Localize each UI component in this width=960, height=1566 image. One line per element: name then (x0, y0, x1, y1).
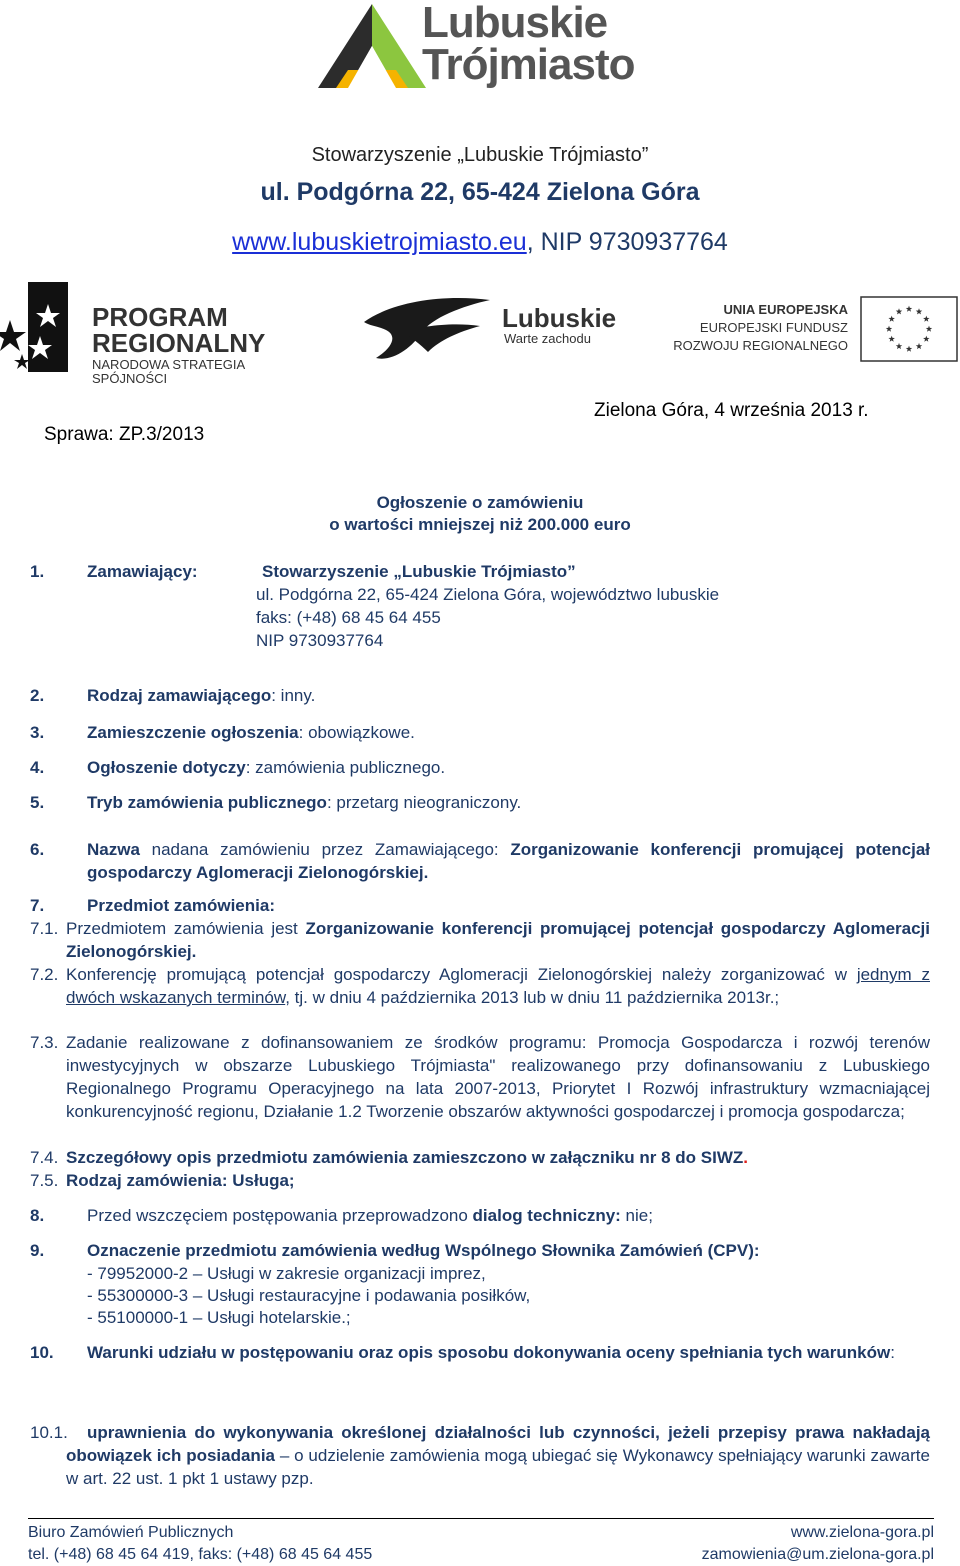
s6-label: Nazwa (87, 840, 140, 859)
place-date: Zielona Góra, 4 września 2013 r. (594, 400, 869, 421)
s10-label-text: Warunki udziału w postępowaniu oraz opis sposobu dokonywania oceny spełniania tych warunków (87, 1343, 891, 1362)
s8-bold: dialog techniczny: (472, 1206, 621, 1225)
footer-office: Biuro Zamówień Publicznych (28, 1524, 234, 1541)
lubuskie-trojmiasto-logo (312, 0, 642, 95)
s7-1-number: 7.1. (30, 919, 59, 938)
program-line3: NARODOWA STRATEGIA SPÓJNOŚCI (92, 357, 245, 386)
s3-line (87, 721, 415, 744)
s7-number: 7. (30, 896, 45, 915)
s6-mid: nadana zamówieniu przez Zamawiającego: (139, 840, 511, 859)
logo-text-line2: Trójmiasto (422, 40, 635, 89)
eu-line1: UNIA EUROPEJSKA (723, 302, 848, 317)
header-web-line (0, 228, 960, 257)
header-nip: NIP 9730937764 (540, 228, 728, 256)
s7-3-number: 7.3. (30, 1033, 59, 1052)
s7-2-number: 7.2. (30, 965, 59, 984)
s8-number: 8. (30, 1206, 45, 1225)
s7-2-text (66, 963, 930, 1009)
triangle-logo-icon (312, 0, 432, 92)
s2-number: 2. (30, 686, 45, 705)
s7-5-number: 7.5. (30, 1171, 59, 1190)
cpv-item: - 55100000-1 – Usługi hotelarskie.; (87, 1308, 351, 1327)
bird-shape-icon (362, 292, 492, 364)
s10-label (87, 1341, 930, 1364)
s3-value: : obowiązkowe. (298, 723, 415, 742)
header-company: Stowarzyszenie „Lubuskie Trójmiasto” (311, 144, 649, 166)
s10-1-number: 10.1. (30, 1423, 68, 1442)
s8-pre: Przed wszczęciem postępowania przeprowadzono (87, 1206, 473, 1225)
s10-1-rest: – o udzielenie zamówienia mogą ubiegać się Wykonawcy spełniający warunki zawarte w art. 22 ust. 1 pkt 1 ustawy pzp. (66, 1446, 930, 1488)
s7-1-text (66, 917, 930, 963)
header-address: ul. Podgórna 22, 65-424 Zielona Góra (260, 178, 700, 206)
lubuskie-text: Lubuskie (502, 303, 617, 333)
s1-name: Stowarzyszenie „Lubuskie Trójmiasto” (262, 562, 576, 581)
s10-number: 10. (30, 1343, 54, 1362)
footer-divider (28, 1518, 934, 1519)
program-line2: REGIONALNY (92, 328, 266, 358)
s1-number: 1. (30, 562, 45, 581)
s7-4-number: 7.4. (30, 1148, 59, 1167)
s10-colon: : (890, 1343, 895, 1362)
s7-4-text: Szczegółowy opis przedmiotu zamówienia zamieszczono w załączniku nr 8 do SIWZ (66, 1148, 744, 1167)
s10-1-text (66, 1421, 930, 1490)
s9-number: 9. (30, 1241, 45, 1260)
s7-2-post: , tj. w dniu 4 października 2013 lub w dniu 11 października 2013r.; (285, 988, 780, 1007)
program-line1: PROGRAM (92, 302, 228, 332)
header-sep: , (526, 228, 541, 256)
s3-label: Zamieszczenie ogłoszenia (87, 723, 299, 742)
s1-address: ul. Podgórna 22, 65-424 Zielona Góra, województwo lubuskie (256, 585, 720, 604)
s1-nip: NIP 9730937764 (256, 631, 384, 650)
s6-value: Zorganizowanie konferencji promującej potencjał gospodarczy Aglomeracji Zielonogórskiej. (87, 840, 930, 882)
s7-5-text: Rodzaj zamówienia: Usługa; (66, 1171, 295, 1190)
s7-4-line (66, 1146, 748, 1169)
logo-text-line1: Lubuskie (422, 0, 608, 47)
s1-fax: faks: (+48) 68 45 64 455 (256, 608, 441, 627)
s2-line (87, 684, 315, 707)
s8-line (87, 1204, 653, 1227)
s5-value: : przetarg nieograniczony. (326, 793, 522, 812)
cpv-item: - 79952000-2 – Usługi w zakresie organizacji imprez, (87, 1264, 486, 1283)
program-regionalny-logo (0, 280, 320, 386)
s10-1-bold: uprawnienia do wykonywania określonej działalności lub czynności, jeżeli przepisy prawa nakładają obowiązek ich posiadania (66, 1423, 930, 1465)
footer-email[interactable]: zamowienia@um.zielona-gora.pl (701, 1546, 934, 1563)
s7-2-underline: jednym z dwóch wskazanych terminów (66, 965, 930, 1007)
notice-subtitle: o wartości mniejszej niż 200.000 euro (329, 515, 631, 534)
footer-phone: tel. (+48) 68 45 64 419, faks: (+48) 68 45 64 455 (28, 1546, 373, 1563)
s7-1-value: Zorganizowanie konferencji promującej potencjał gospodarczy Aglomeracji Zielonogórskiej. (66, 919, 931, 961)
eu-line2: EUROPEJSKI FUNDUSZ (699, 320, 848, 335)
s4-line (87, 756, 445, 779)
s4-label: Ogłoszenie dotyczy (87, 758, 246, 777)
s6-number: 6. (30, 840, 45, 859)
s7-4-dot: . (743, 1148, 749, 1167)
s7-label: Przedmiot zamówienia: (87, 896, 275, 915)
s5-line (87, 791, 521, 814)
eu-fund-logo (666, 296, 960, 364)
s7-2-pre: Konferencję promującą potencjał gospodarczy Aglomeracji Zielonogórskiej należy zorganizować w (66, 965, 857, 984)
s6-text (87, 838, 930, 884)
eu-flag-icon (860, 296, 958, 362)
s5-number: 5. (30, 793, 45, 812)
s1-label: Zamawiający: (87, 562, 198, 581)
s4-number: 4. (30, 758, 45, 777)
s9-label: Oznaczenie przedmiotu zamówienia według Wspólnego Słownika Zamówień (CPV): (87, 1241, 760, 1260)
s2-label: Rodzaj zamawiającego (87, 686, 272, 705)
s7-1-pre: Przedmiotem zamówienia jest (66, 919, 306, 938)
website-link[interactable]: www.lubuskietrojmiasto.eu (232, 228, 527, 256)
s4-value: : zamówienia publicznego. (245, 758, 446, 777)
lubuskie-warte-zachodu-logo (362, 292, 617, 364)
cpv-item: - 55300000-3 – Usługi restauracyjne i podawania posiłków, (87, 1286, 531, 1305)
notice-title: Ogłoszenie o zamówieniu (376, 493, 584, 512)
star-cluster-icon (0, 280, 86, 376)
s7-3-text: Zadanie realizowane z dofinansowaniem ze środków programu: Promocja Gospodarcza i rozwój terenów inwestycyjnych w obszarze Lubuskiego Trójmiasta" realizowanego przy dofinansowaniu z Lubuskiego Regionalnego Programu Operacyjnego na lata 2007-2013, Priorytet I Rozwój infrastruktury wzmacniającej konkurencyjność regionu, Działanie 1.2 Tworzenie obszarów aktywności gospodarczej i promocja gospodarcza; (66, 1033, 930, 1121)
footer-website[interactable]: www.zielona-gora.pl (790, 1524, 934, 1541)
s8-post: nie; (620, 1206, 653, 1225)
s5-label: Tryb zamówienia publicznego (87, 793, 327, 812)
eu-line3: ROZWOJU REGIONALNEGO (673, 338, 848, 353)
s3-number: 3. (30, 723, 45, 742)
s2-value: : inny. (271, 686, 316, 705)
warte-zachodu-text: Warte zachodu (504, 331, 591, 346)
case-number: Sprawa: ZP.3/2013 (44, 424, 205, 445)
